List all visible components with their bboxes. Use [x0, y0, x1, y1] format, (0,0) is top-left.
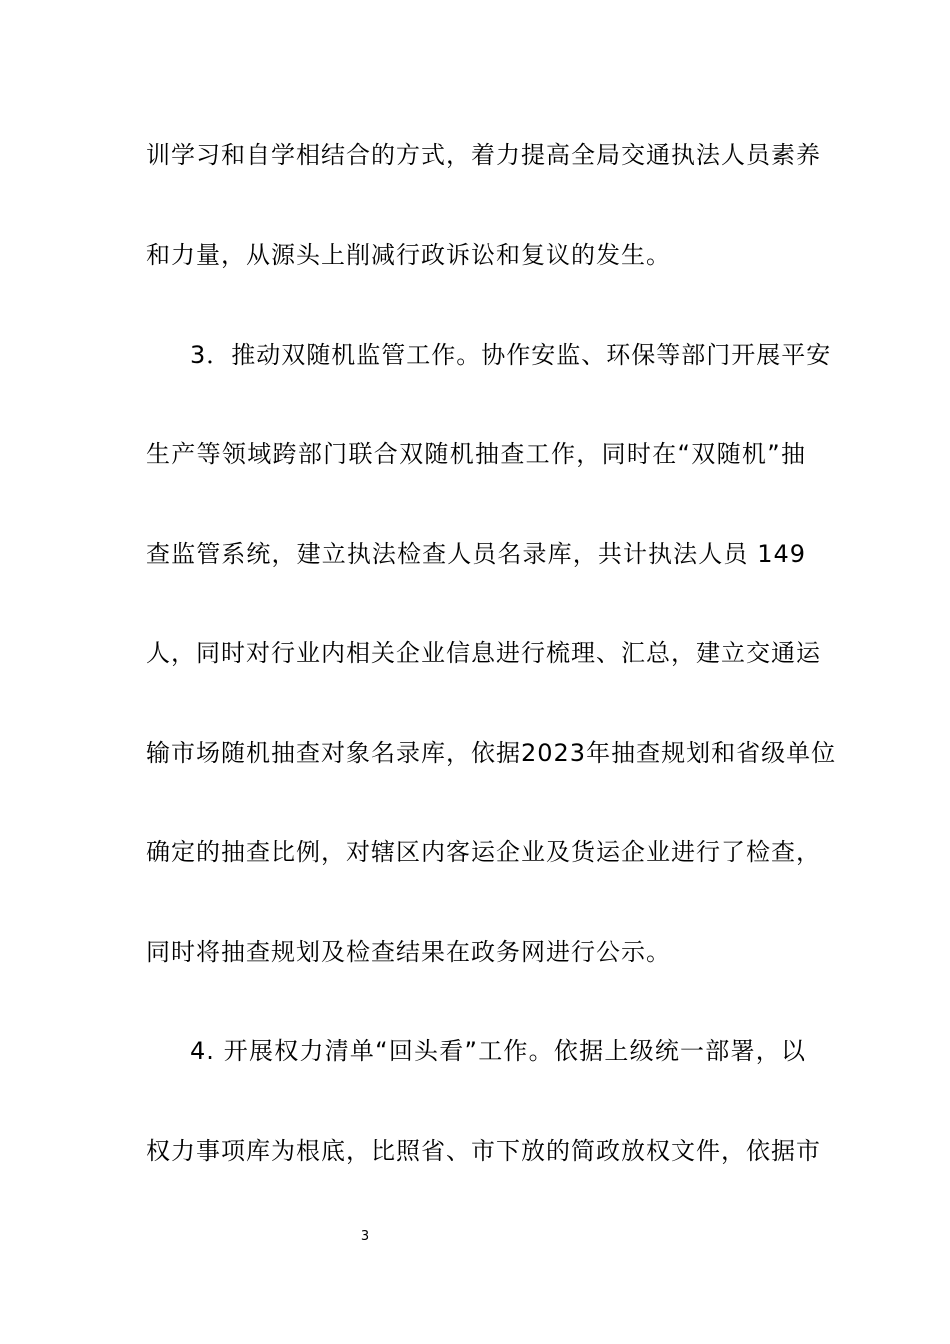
paragraph-line-10: 4. 开展权力清单“回头看”工作。依据上级统一部署，以 [190, 1037, 806, 1065]
paragraph-line-2: 和力量，从源头上削减行政诉讼和复议的发生。 [146, 241, 671, 269]
paragraph-line-7: 输市场随机抽查对象名录库，依据2023年抽查规划和省级单位 [146, 739, 837, 767]
paragraph-line-4: 生产等领域跨部门联合双随机抽查工作，同时在“双随机”抽 [146, 440, 806, 468]
paragraph-line-8: 确定的抽查比例，对辖区内客运企业及货运企业进行了检查， [146, 838, 821, 866]
paragraph-line-9: 同时将抽查规划及检查结果在政务网进行公示。 [146, 938, 671, 966]
page-number: 3 [360, 1229, 370, 1244]
paragraph-line-5: 查监管系统，建立执法检查人员名录库，共计执法人员 149 [146, 540, 806, 568]
paragraph-line-3: 3．推动双随机监管工作。协作安监、环保等部门开展平安 [190, 341, 832, 369]
paragraph-line-1: 训学习和自学相结合的方式，着力提高全局交通执法人员素养 [146, 141, 821, 169]
paragraph-line-6: 人，同时对行业内相关企业信息进行梳理、汇总，建立交通运 [146, 639, 821, 667]
paragraph-line-11: 权力事项库为根底，比照省、市下放的简政放权文件，依据市 [146, 1137, 821, 1165]
